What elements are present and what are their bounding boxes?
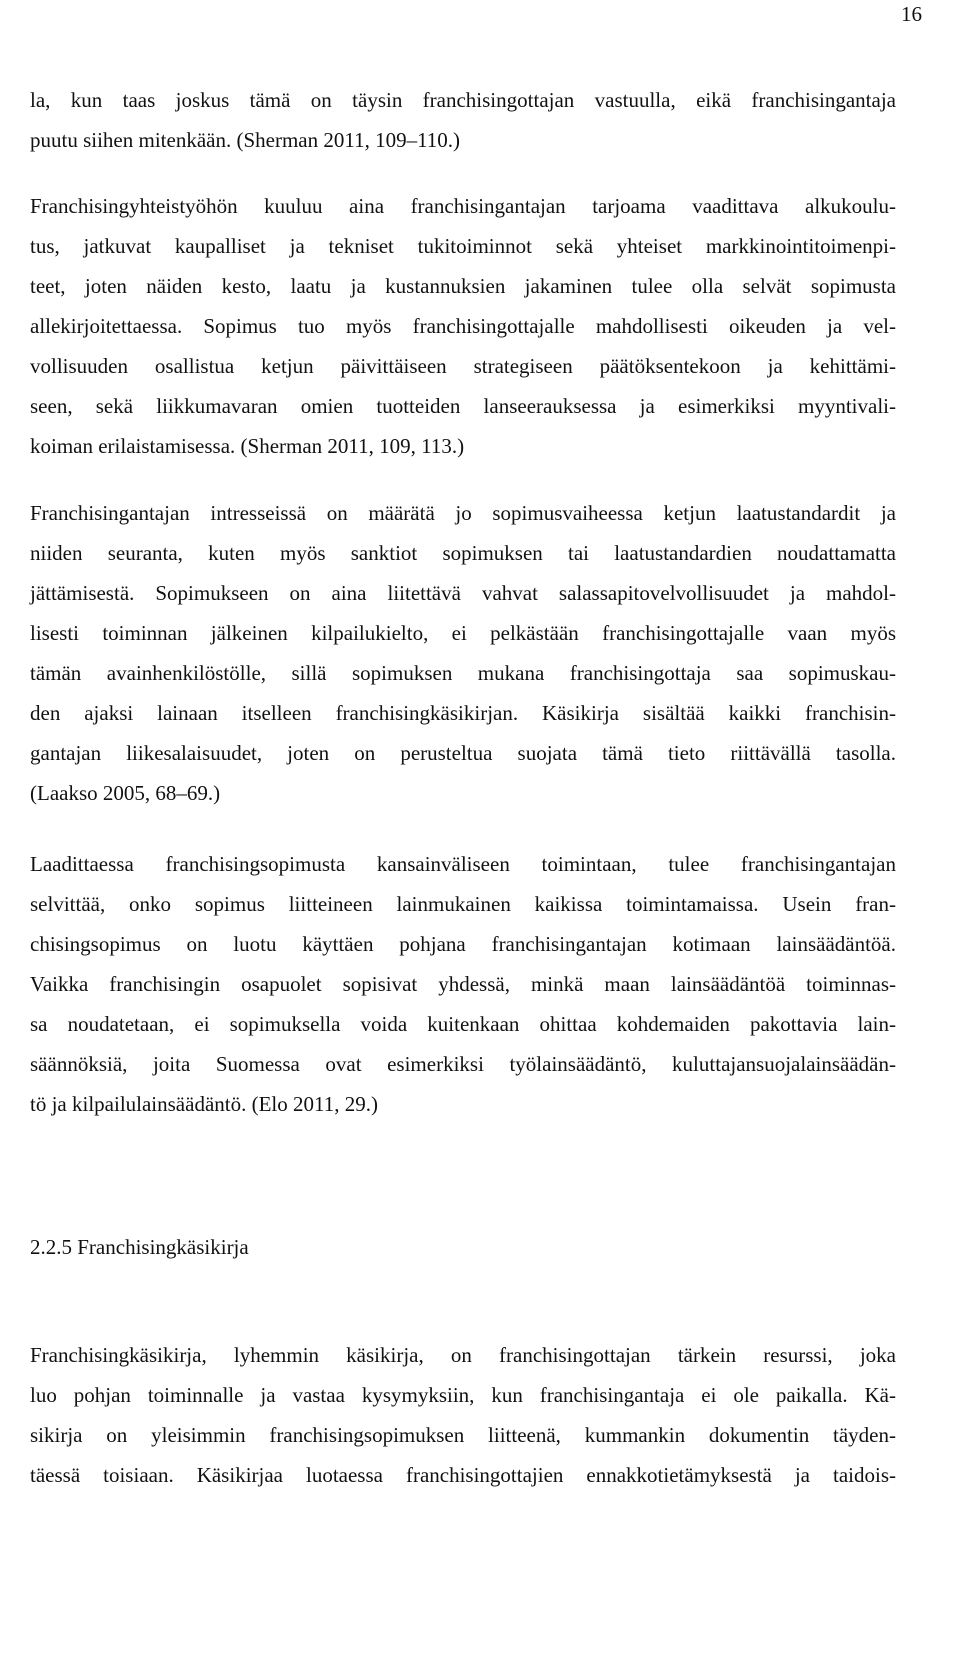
page-number: 16 bbox=[901, 2, 922, 26]
text-line: la, kun taas joskus tämä on täysin franchisingottajan vastuulla, eikä franchisingantaja bbox=[30, 88, 896, 112]
text-line: Franchisingantajan intresseissä on määrätä jo sopimusvaiheessa ketjun laatustandardit ja bbox=[30, 501, 896, 525]
text-line: den ajaksi lainaan itselleen franchisingkäsikirjan. Käsikirja sisältää kaikki franchisin- bbox=[30, 701, 896, 725]
text-line: gantajan liikesalaisuudet, joten on perusteltua suojata tämä tieto riittävällä tasolla. bbox=[30, 741, 896, 765]
text-line: (Laakso 2005, 68–69.) bbox=[30, 781, 221, 805]
text-line: teet, joten näiden kesto, laatu ja kustannuksien jakaminen tulee olla selvät sopimusta bbox=[30, 274, 896, 298]
text-line: Laadittaessa franchisingsopimusta kansainväliseen toimintaan, tulee franchisingantajan bbox=[30, 852, 896, 876]
text-line: niiden seuranta, kuten myös sanktiot sopimuksen tai laatustandardien noudattamatta bbox=[30, 541, 896, 565]
text-line: tämän avainhenkilöstölle, sillä sopimuksen mukana franchisingottaja saa sopimuskau- bbox=[30, 661, 896, 685]
paragraph-4 bbox=[30, 844, 896, 1124]
text-line: puutu siihen mitenkään. (Sherman 2011, 109–110.) bbox=[30, 128, 461, 152]
text-line: Vaikka franchisingin osapuolet sopisivat yhdessä, minkä maan lainsäädäntöä toiminnas- bbox=[30, 972, 896, 996]
section-heading: 2.2.5 Franchisingkäsikirja bbox=[30, 1235, 249, 1259]
text-line: luo pohjan toiminnalle ja vastaa kysymyksiin, kun franchisingantaja ei ole paikalla. Kä- bbox=[30, 1383, 896, 1407]
text-line: jättämisestä. Sopimukseen on aina liitettävä vahvat salassapitovelvollisuudet ja mahdol- bbox=[30, 581, 896, 605]
text-line: vollisuuden osallistua ketjun päivittäiseen strategiseen päätöksentekoon ja kehittämi- bbox=[30, 354, 896, 378]
text-line: tö ja kilpailulainsäädäntö. (Elo 2011, 29.) bbox=[30, 1092, 378, 1116]
document-body bbox=[30, 80, 896, 1523]
paragraph-1 bbox=[30, 80, 896, 160]
text-line: sa noudatetaan, ei sopimuksella voida kuitenkaan ohittaa kohdemaiden pakottavia lain- bbox=[30, 1012, 896, 1036]
text-line: selvittää, onko sopimus liitteineen lainmukainen kaikissa toimintamaissa. Usein fran- bbox=[30, 892, 896, 916]
text-line: allekirjoitettaessa. Sopimus tuo myös franchisingottajalle mahdollisesti oikeuden ja vel- bbox=[30, 314, 896, 338]
paragraph-2 bbox=[30, 186, 896, 466]
text-line: lisesti toiminnan jälkeinen kilpailukielto, ei pelkästään franchisingottajalle vaan myös bbox=[30, 621, 896, 645]
text-line: täessä toisiaan. Käsikirjaa luotaessa franchisingottajien ennakkotietämyksestä ja taidois- bbox=[30, 1463, 896, 1487]
paragraph-3 bbox=[30, 493, 896, 813]
text-line: chisingsopimus on luotu käyttäen pohjana franchisingantajan kotimaan lainsäädäntöä. bbox=[30, 932, 896, 956]
text-line: koiman erilaistamisessa. (Sherman 2011, 109, 113.) bbox=[30, 434, 465, 458]
text-line: säännöksiä, joita Suomessa ovat esimerkiksi työlainsäädäntö, kuluttajansuojalainsäädän- bbox=[30, 1052, 896, 1076]
text-line: Franchisingkäsikirja, lyhemmin käsikirja, on franchisingottajan tärkein resurssi, joka bbox=[30, 1343, 896, 1367]
text-line: seen, sekä liikkumavaran omien tuotteiden lanseerauksessa ja esimerkiksi myyntivali- bbox=[30, 394, 896, 418]
paragraph-5 bbox=[30, 1335, 896, 1495]
text-line: tus, jatkuvat kaupalliset ja tekniset tukitoiminnot sekä yhteiset markkinointitoimenpi- bbox=[30, 234, 896, 258]
text-line: sikirja on yleisimmin franchisingsopimuksen liitteenä, kummankin dokumentin täyden- bbox=[30, 1423, 896, 1447]
text-line: Franchisingyhteistyöhön kuuluu aina franchisingantajan tarjoama vaadittava alkukoulu- bbox=[30, 194, 896, 218]
